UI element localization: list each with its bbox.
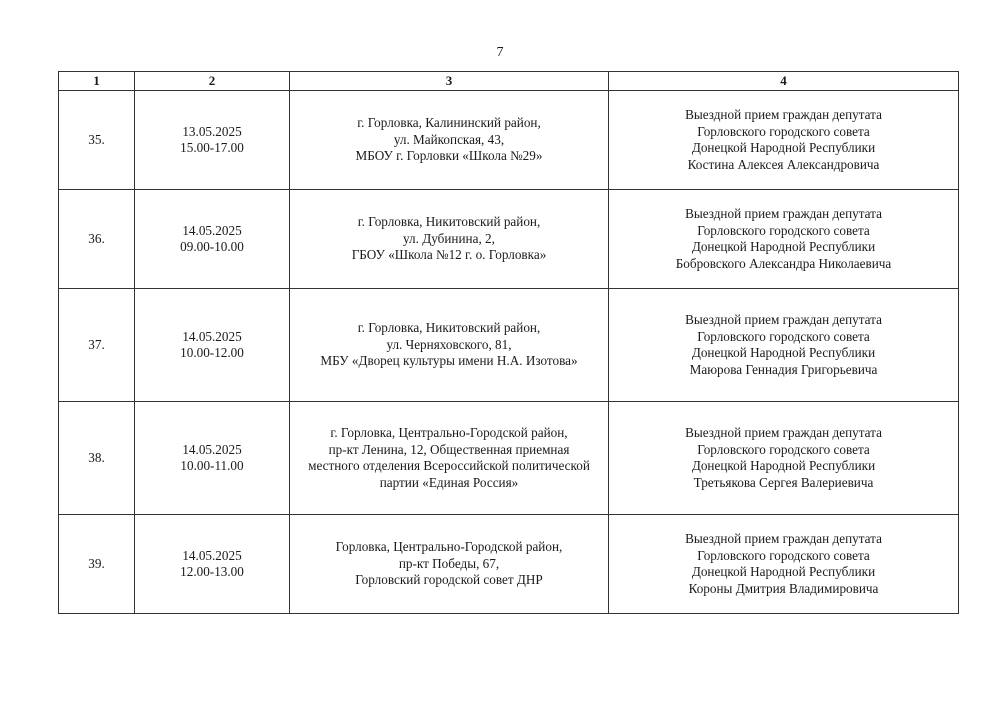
- event-line: Выездной прием граждан депутата: [685, 312, 882, 327]
- table-row: [59, 91, 959, 190]
- row-number: 39.: [88, 555, 105, 571]
- event-line: Горловского городского совета: [697, 222, 870, 238]
- event-line: Маюрова Геннадия Григорьевича: [689, 361, 878, 377]
- event-line: Донецкой Народной Республики: [691, 239, 876, 254]
- address-line: партии «Единая Россия»: [379, 474, 519, 490]
- address-line: пр-кт Победы, 67,: [398, 555, 500, 571]
- column-header-3: 3: [290, 72, 609, 91]
- event-line: Донецкой Народной Республики: [691, 564, 876, 579]
- address-cell: [290, 91, 609, 190]
- time: 10.00-11.00: [180, 458, 244, 473]
- table-row: [59, 289, 959, 402]
- address-cell: [290, 190, 609, 289]
- date-time-cell: [135, 190, 290, 289]
- event-line: Выездной прием граждан депутата: [685, 425, 882, 440]
- event-cell: [609, 190, 959, 289]
- row-number: 35.: [88, 131, 105, 147]
- address-cell: [290, 515, 609, 614]
- address-line: МБОУ г. Горловки «Школа №29»: [355, 148, 543, 164]
- row-number-cell: [59, 190, 135, 289]
- event-line: Костина Алексея Александровича: [687, 156, 880, 172]
- date: 13.05.2025: [182, 123, 242, 139]
- date-time-cell: [135, 515, 290, 614]
- event-line: Короны Дмитрия Владимировича: [688, 580, 879, 596]
- event-line: Горловского городского совета: [697, 123, 870, 139]
- column-header-1: 1: [59, 72, 135, 91]
- address-line: Горловский городской совет ДНР: [355, 572, 543, 588]
- address-line: ул. Черняховского, 81,: [386, 336, 512, 352]
- address-line: МБУ «Дворец культуры имени Н.А. Изотова»: [320, 353, 578, 369]
- event-line: Донецкой Народной Республики: [691, 458, 876, 473]
- row-number-cell: [59, 289, 135, 402]
- event-cell: [609, 515, 959, 614]
- event-line: Горловского городского совета: [697, 441, 870, 457]
- table-row: [59, 190, 959, 289]
- table-row: [59, 402, 959, 515]
- address-line: г. Горловка, Никитовский район,: [357, 214, 541, 230]
- date: 14.05.2025: [182, 547, 242, 563]
- column-header-4: 4: [609, 72, 959, 91]
- event-line: Выездной прием граждан депутата: [685, 531, 882, 546]
- address-line: местного отделения Всероссийской политической: [308, 458, 590, 473]
- event-cell: [609, 402, 959, 515]
- row-number-cell: [59, 91, 135, 190]
- address-line: Горловка, Центрально-Городской район,: [335, 539, 563, 555]
- date: 14.05.2025: [182, 441, 242, 457]
- event-line: Донецкой Народной Республики: [691, 140, 876, 155]
- address-line: ГБОУ «Школа №12 г. о. Горловка»: [351, 247, 547, 263]
- column-header-2: 2: [135, 72, 290, 91]
- page-number: 7: [496, 45, 504, 60]
- event-cell: [609, 91, 959, 190]
- date-time-cell: [135, 402, 290, 515]
- table-row: [59, 515, 959, 614]
- event-cell: [609, 289, 959, 402]
- event-line: Донецкой Народной Республики: [691, 345, 876, 360]
- date: 14.05.2025: [182, 222, 242, 238]
- date-time-cell: [135, 289, 290, 402]
- time: 15.00-17.00: [180, 140, 244, 155]
- date: 14.05.2025: [182, 328, 242, 344]
- event-line: Горловского городского совета: [697, 328, 870, 344]
- address-line: ул. Дубинина, 2,: [403, 230, 495, 246]
- address-line: г. Горловка, Калининский район,: [357, 115, 541, 131]
- event-line: Бобровского Александра Николаевича: [675, 255, 892, 271]
- address-line: ул. Майкопская, 43,: [393, 131, 505, 147]
- row-number-cell: [59, 402, 135, 515]
- event-line: Выездной прием граждан депутата: [685, 107, 882, 122]
- row-number: 36.: [88, 230, 105, 246]
- schedule-table: [58, 71, 959, 614]
- time: 12.00-13.00: [180, 564, 244, 579]
- address-cell: [290, 402, 609, 515]
- table-header-row: [59, 72, 959, 91]
- time: 10.00-12.00: [180, 345, 244, 360]
- row-number-cell: [59, 515, 135, 614]
- event-line: Горловского городского совета: [697, 547, 870, 563]
- row-number: 37.: [88, 336, 105, 352]
- address-line: г. Горловка, Никитовский район,: [357, 320, 541, 336]
- row-number: 38.: [88, 449, 105, 465]
- event-line: Третьякова Сергея Валериевича: [693, 474, 874, 490]
- time: 09.00-10.00: [180, 239, 244, 254]
- address-line: г. Горловка, Центрально-Городской район,: [330, 425, 568, 440]
- address-cell: [290, 289, 609, 402]
- event-line: Выездной прием граждан депутата: [685, 206, 882, 221]
- date-time-cell: [135, 91, 290, 190]
- address-line: пр-кт Ленина, 12, Общественная приемная: [328, 441, 570, 457]
